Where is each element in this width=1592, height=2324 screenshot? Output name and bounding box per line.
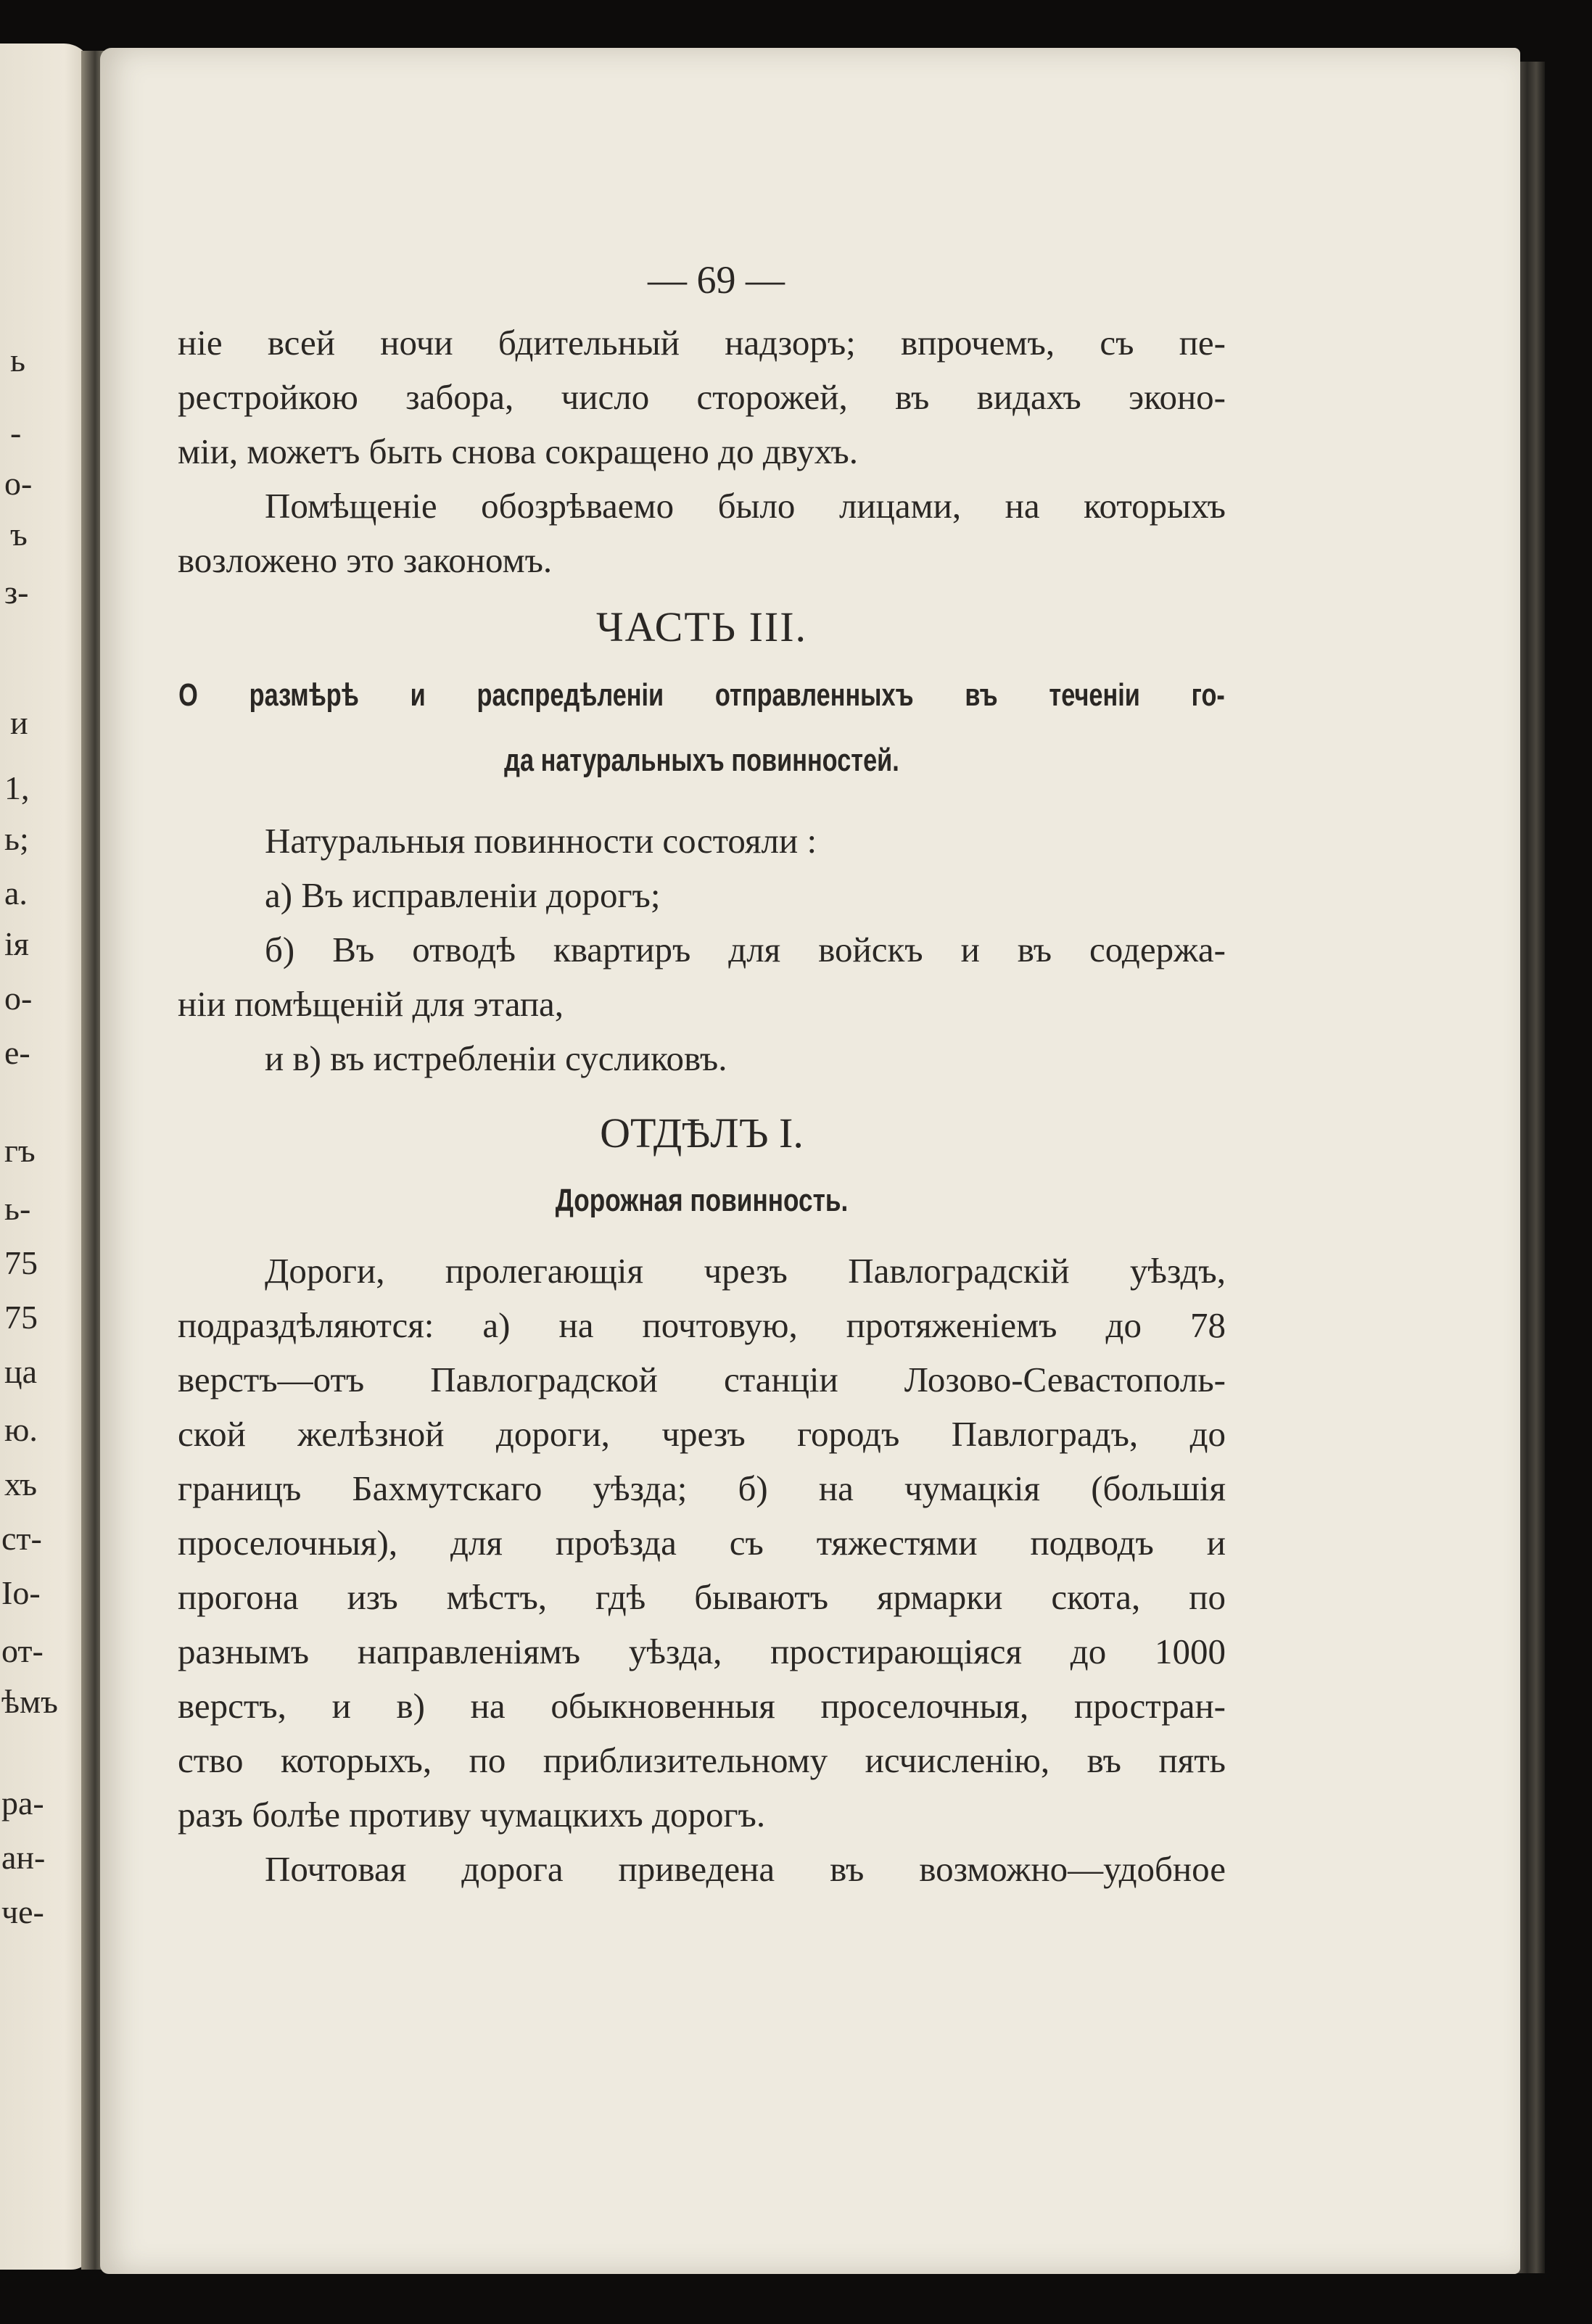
left-page-fragment: 1, — [4, 769, 30, 806]
list-item: б) Въ отводѣ квартиръ для войскъ и въ содержа- — [265, 930, 1226, 969]
subtitle-line: О размѣрѣ и распредѣленіи отправленныхъ въ теченіи го- — [178, 677, 1225, 713]
left-page-fragment: ца — [4, 1353, 38, 1390]
left-page-fragment: ія — [4, 925, 29, 962]
left-page-fragment: Io- — [1, 1574, 41, 1611]
left-page-edge — [0, 44, 93, 2270]
left-page-fragment: ра- — [1, 1785, 44, 1821]
text-line: Почтовая дорога приведена въ возможно—удобное — [265, 1849, 1226, 1889]
text-line: верстъ—отъ Павлоградской станціи Лозово-Севастополь- — [178, 1360, 1226, 1399]
left-page-fragment: 75 — [4, 1244, 38, 1281]
paragraph-3 — [178, 1244, 1226, 1842]
left-page-fragment: 75 — [4, 1299, 38, 1336]
text-line: Помѣщеніе обозрѣваемо было лицами, на которыхъ — [265, 486, 1226, 526]
text-line: ство которыхъ, по приблизительному исчисленію, въ пять — [178, 1740, 1226, 1780]
left-page-fragment: гъ — [4, 1132, 36, 1169]
list-item: и в) въ истребленіи сусликовъ. — [265, 1038, 727, 1078]
left-page-fragment: и — [10, 704, 28, 741]
part-title: ЧАСТЬ III. — [595, 603, 808, 650]
left-page-fragment: - — [10, 414, 22, 451]
left-page-fragment: о- — [4, 980, 33, 1017]
list-item: а) Въ исправленіи дорогъ; — [265, 875, 661, 915]
duties-list — [178, 814, 1226, 1086]
left-page-fragment: хъ — [4, 1465, 38, 1502]
text-line: подраздѣляются: а) на почтовую, протяженіемъ до 78 — [178, 1305, 1226, 1345]
page-text — [178, 257, 1226, 1896]
left-page-fragment: о- — [4, 465, 33, 502]
part-subtitle — [178, 663, 1225, 793]
text-line: проселочныя), для проѣзда съ тяжестями подводъ и — [178, 1523, 1226, 1563]
left-page-fragment: е- — [4, 1034, 30, 1071]
left-page-fragment: ст- — [1, 1520, 42, 1557]
left-page-fragment: че- — [1, 1893, 44, 1930]
text-line: границъ Бахмутскаго уѣзда; б) на чумацкія (большія — [178, 1468, 1226, 1508]
left-page-fragment: ан- — [1, 1839, 46, 1876]
left-page-fragment: ь; — [4, 820, 29, 857]
text-line: рестройкою забора, число сторожей, въ видахъ эконо- — [178, 377, 1226, 417]
left-page-fragment: ь- — [4, 1190, 31, 1227]
left-page-fragment: ь — [10, 342, 25, 379]
list-item: ніи помѣщеній для этапа, — [178, 984, 564, 1024]
paragraph-1 — [178, 315, 1226, 479]
paragraph-4 — [178, 1842, 1226, 1896]
text-line: разъ болѣе противу чумацкихъ дорогъ. — [178, 1795, 766, 1835]
page-number: — 69 — — [648, 258, 785, 302]
left-page-fragment: з- — [4, 574, 29, 611]
text-line: Дороги, пролегающія чрезъ Павлоградскій уѣздъ, — [265, 1251, 1226, 1291]
left-page-fragment: ю. — [4, 1411, 38, 1448]
paragraph-2 — [178, 479, 1226, 587]
section-subtitle: Дорожная повинность. — [555, 1183, 849, 1218]
text-line: возложено это закономъ. — [178, 540, 553, 580]
page-stack-edge — [1516, 62, 1545, 2273]
left-page-fragment: ъ — [10, 516, 28, 553]
left-page-fragment: а. — [4, 874, 28, 911]
text-line: ской желѣзной дороги, чрезъ городъ Павлоградъ, до — [178, 1414, 1226, 1454]
text-line: прогона изъ мѣстъ, гдѣ бываютъ ярмарки скота, по — [178, 1577, 1226, 1617]
subtitle-line: да натуральныхъ повинностей. — [504, 743, 899, 778]
left-page-fragment: ѣмъ — [1, 1683, 58, 1720]
text-line: разнымъ направленіямъ уѣзда, простирающіяся до 1000 — [178, 1632, 1226, 1671]
text-line: верстъ, и в) на обыкновенныя проселочныя, простран- — [178, 1686, 1226, 1726]
duties-intro: Натуральныя повинности состояли : — [265, 821, 817, 861]
text-line: ніе всей ночи бдительный надзоръ; впрочемъ, съ пе- — [178, 323, 1226, 363]
left-page-fragment: от- — [1, 1632, 44, 1669]
section-title: ОТДѢЛЪ I. — [600, 1109, 804, 1157]
text-line: міи, можетъ быть снова сокращено до двухъ. — [178, 431, 858, 471]
